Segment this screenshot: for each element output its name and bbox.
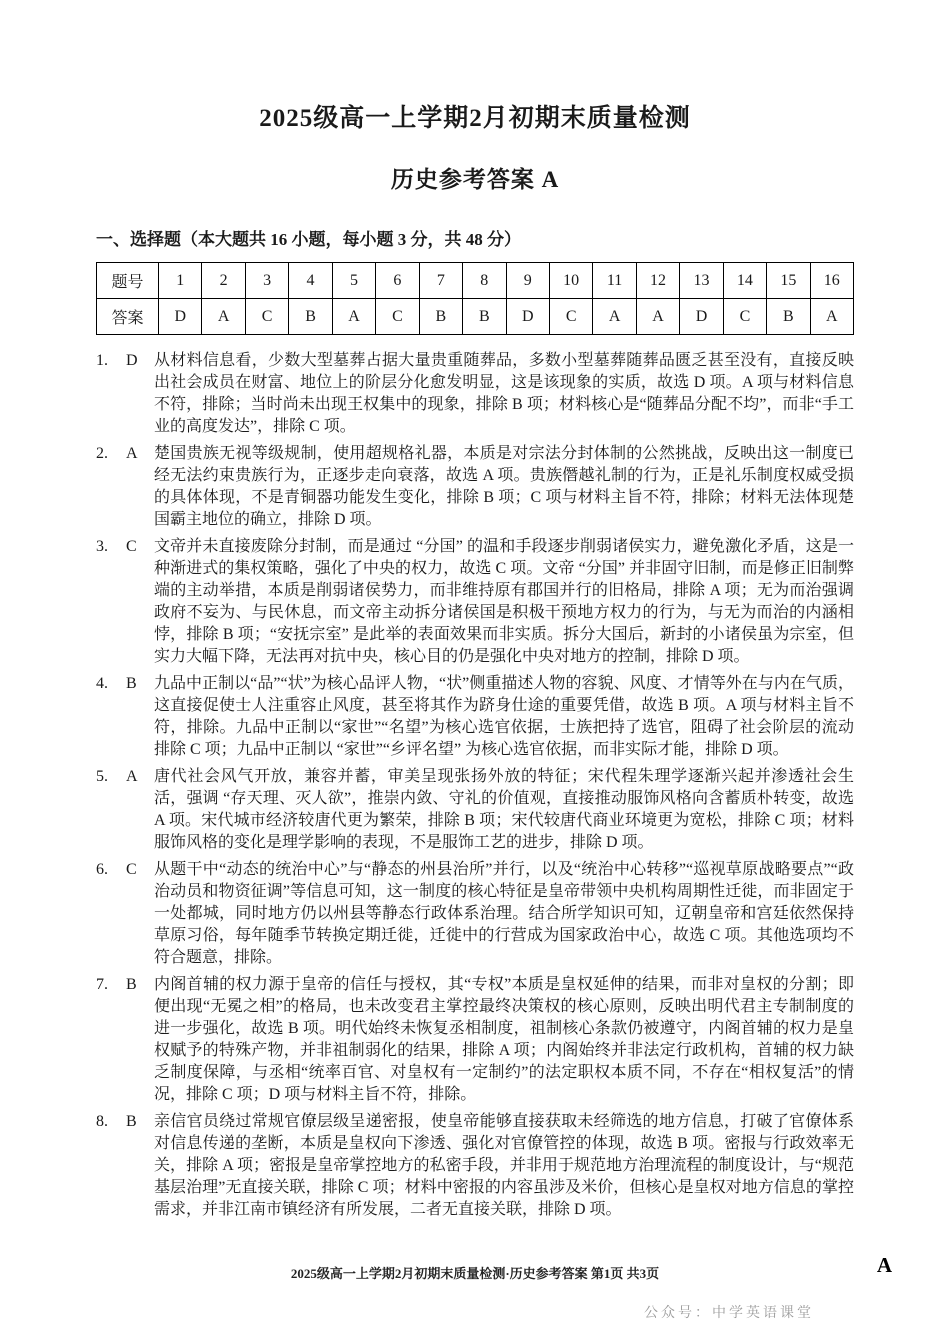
answer-cell: D <box>506 299 549 335</box>
explanation-text: 从题干中“动态的统治中心”与“静态的州县治所”并行，以及“统治中心转移”“巡视草原战略要点”“政治动员和物资征调”等信息可知，这一制度的核心特征是皇帝带领中央机构周期性迁徙，而非固定于一处都城，同时地方仍以州县等静态行政体系治理。结合所学知识可知，辽朝皇帝和宫廷依然保持草原习俗，每年随季节转换定期迁徙，迁徙中的行营成为国家政治中心，故选 C 项。其他选项均不符合题意，排除。 <box>154 861 854 966</box>
answer-cell: C <box>245 299 288 335</box>
explanation-answer: B <box>126 675 137 692</box>
explanation-item <box>96 859 854 969</box>
explanation-answer: B <box>126 976 137 993</box>
question-number-cell: 9 <box>506 263 549 299</box>
answer-cell: D <box>680 299 723 335</box>
question-number-cell: 6 <box>376 263 419 299</box>
question-number-cell: 4 <box>289 263 332 299</box>
explanation-number: 1. <box>96 352 108 369</box>
question-number-cell: 3 <box>245 263 288 299</box>
explanation-item <box>96 350 854 438</box>
explanation-item <box>96 673 854 761</box>
answer-table-row-answers <box>97 299 854 335</box>
explanation-item <box>96 974 854 1106</box>
explanation-item <box>96 536 854 668</box>
answer-cell: A <box>332 299 375 335</box>
explanation-text: 从材料信息看，少数大型墓葬占据大量贵重随葬品，多数小型墓葬随葬品匮乏甚至没有，直接反映出社会成员在财富、地位上的阶层分化愈发明显，这是该现象的实质，故选 D 项。A 项与材料信息不符，排除；当时尚未出现王权集中的现象，排除 B 项；材料核心是“随葬品分配不均”，而非“手工业的高度发达”，排除 C 项。 <box>154 352 854 435</box>
explanation-answer: B <box>126 1113 137 1130</box>
answer-cell: D <box>159 299 202 335</box>
answer-table-row-numbers <box>97 263 854 299</box>
question-number-cell: 11 <box>593 263 636 299</box>
explanation-answer: C <box>126 538 137 555</box>
page-subtitle: 历史参考答案 A <box>390 167 560 192</box>
explanation-number: 7. <box>96 976 108 993</box>
answer-cell: B <box>767 299 810 335</box>
explanation-number: 5. <box>96 768 108 785</box>
answer-cell: A <box>636 299 679 335</box>
page-footer: 2025级高一上学期2月初期末质量检测·历史参考答案 第1页 共3页 <box>290 1266 660 1281</box>
explanation-text: 内阁首辅的权力源于皇帝的信任与授权，其“专权”本质是皇权延伸的结果，而非对皇权的分割；即便出现“无冕之相”的格局，也未改变君主掌控最终决策权的核心原则，反映出明代君主专制制度的进一步强化，故选 B 项。明代始终未恢复丞相制度，祖制核心条款仍被遵守，内阁首辅的权力是皇权赋予的特殊产物，并非祖制弱化的结果，排除 A 项；内阁始终并非法定行政机构，首辅的权力缺乏制度保障，与丞相“统率百官、对皇权有一定制约”的法定职权本质不同，不存在“相权复活”的情况，排除 C 项；D 项与材料主旨不符，排除。 <box>154 976 854 1103</box>
row-header-numbers: 题号 <box>97 263 159 299</box>
explanation-item <box>96 766 854 854</box>
explanation-text: 文帝并未直接废除分封制，而是通过 “分国” 的温和手段逐步削弱诸侯实力，避免激化矛盾，这是一种渐进式的集权策略，强化了中央的权力，故选 C 项。文帝 “分国” 并非固守旧制，而是修正旧制弊端的主动举措，本质是削弱诸侯势力，而非维持原有郡国并行的旧格局，排除 A 项；无为而治强调政府不妄为、与民休息，而文帝主动拆分诸侯国是积极干预地方权力的行为，与无为而治的内涵相悖，排除 B 项；“安抚宗室” 是此举的表面效果而非实质。拆分大国后，新封的小诸侯虽为宗室，但实力大幅下降，无法再对抗中央，核心目的仍是强化中央对地方的控制，排除 D 项。 <box>154 538 854 665</box>
question-number-cell: 8 <box>463 263 506 299</box>
question-number-cell: 1 <box>159 263 202 299</box>
answer-cell: B <box>289 299 332 335</box>
question-number-cell: 14 <box>723 263 766 299</box>
explanation-answer: C <box>126 861 137 878</box>
explanation-answer: A <box>126 445 138 462</box>
question-number-cell: 15 <box>767 263 810 299</box>
answer-cell: C <box>549 299 592 335</box>
row-header-answers: 答案 <box>97 299 159 335</box>
explanation-text: 楚国贵族无视等级规制，使用超规格礼器，本质是对宗法分封体制的公然挑战，反映出这一制度已经无法约束贵族行为，正逐步走向衰落，故选 A 项。贵族僭越礼制的行为，正是礼乐制度权威受损的具体体现，不是青铜器功能发生变化，排除 B 项；C 项与材料主旨不符，排除；材料无法体现楚国霸主地位的确立，排除 D 项。 <box>154 445 854 528</box>
explanation-text: 亲信官员绕过常规官僚层级呈递密报，使皇帝能够直接获取未经筛选的地方信息，打破了官僚体系对信息传递的垄断，本质是皇权向下渗透、强化对官僚管控的体现，故选 B 项。密报与行政效率无关，排除 A 项；密报是皇帝掌控地方的私密手段，并非用于规范地方治理流程的制度设计，与“规范基层治理”无直接关联，排除 C 项；材料中密报的内容虽涉及米价，但核心是皇权对地方信息的掌控需求，并非江南市镇经济有所发展，二者无直接关联，排除 D 项。 <box>154 1113 854 1218</box>
answer-cell: A <box>810 299 853 335</box>
explanation-number: 8. <box>96 1113 108 1130</box>
question-number-cell: 10 <box>549 263 592 299</box>
explanation-number: 6. <box>96 861 108 878</box>
explanation-text: 九品中正制以“品”“状”为核心品评人物，“状”侧重描述人物的容貌、风度、才情等外在与内在气质，这直接促使士人注重容止风度，甚至将其作为跻身仕途的重要凭借，故选 B 项。A 项与材料主旨不符，排除。九品中正制以“家世”“名望”为核心选官依据，士族把持了选官，阻碍了社会阶层的流动排除 C 项；九品中正制以 “家世”“乡评名望” 为核心选官依据，而非实际才能，排除 D 项。 <box>154 675 854 758</box>
question-number-cell: 5 <box>332 263 375 299</box>
answer-cell: C <box>376 299 419 335</box>
explanation-item <box>96 443 854 531</box>
page-title: 2025级高一上学期2月初期末质量检测 <box>259 105 691 132</box>
explanation-text: 唐代社会风气开放，兼容并蓄，审美呈现张扬外放的特征；宋代程朱理学逐渐兴起并渗透社会生活，强调 “存天理、灭人欲”，推崇内敛、守礼的价值观，直接推动服饰风格向含蓄质朴转变，故选 A 项。宋代城市经济较唐代更为繁荣，排除 B 项；宋代较唐代商业环境更为宽松，排除 C 项；材料服饰风格的变化是理学影响的表现，不是服饰工艺的进步，排除 D 项。 <box>154 768 854 851</box>
section-heading: 一、选择题（本大题共 16 小题，每小题 3 分，共 48 分） <box>96 230 521 249</box>
corner-label: A <box>876 1253 892 1277</box>
answer-cell: C <box>723 299 766 335</box>
watermark: 公众号：中学英语课堂 <box>644 1306 814 1321</box>
answer-table <box>96 262 854 335</box>
answer-cell: A <box>593 299 636 335</box>
explanation-answer: A <box>126 768 138 785</box>
question-number-cell: 2 <box>202 263 245 299</box>
answer-cell: A <box>202 299 245 335</box>
question-number-cell: 16 <box>810 263 853 299</box>
answer-cell: B <box>463 299 506 335</box>
answer-cell: B <box>419 299 462 335</box>
question-number-cell: 12 <box>636 263 679 299</box>
explanations <box>96 350 854 1221</box>
explanation-number: 4. <box>96 675 108 692</box>
explanation-item <box>96 1111 854 1221</box>
explanation-answer: D <box>126 352 138 369</box>
explanation-number: 3. <box>96 538 108 555</box>
question-number-cell: 13 <box>680 263 723 299</box>
question-number-cell: 7 <box>419 263 462 299</box>
explanation-number: 2. <box>96 445 108 462</box>
